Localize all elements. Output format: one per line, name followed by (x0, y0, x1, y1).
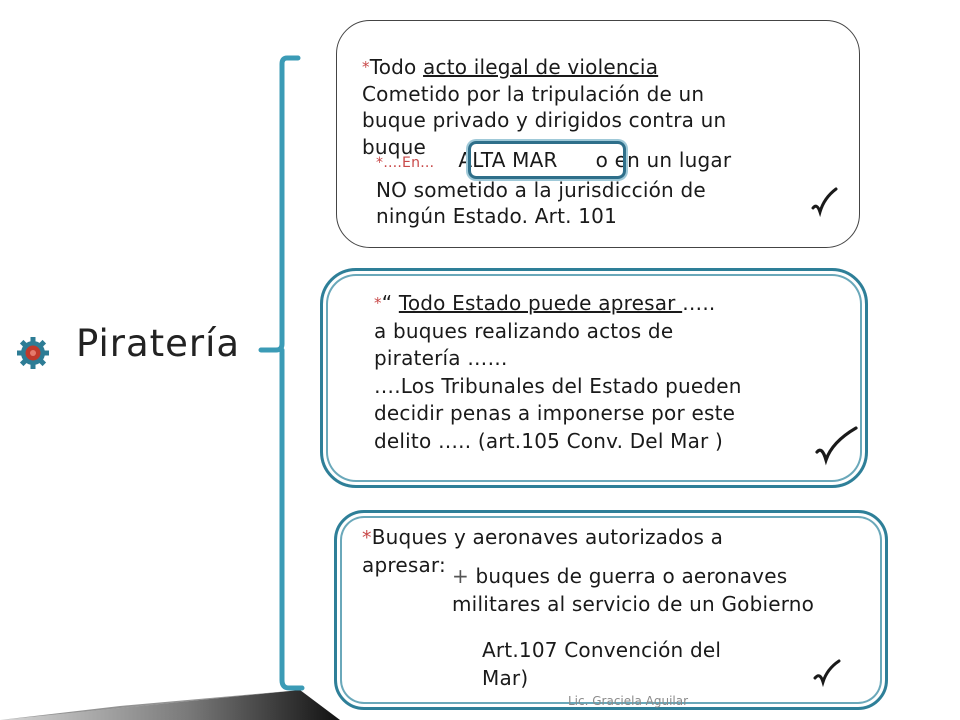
gear-bullet-icon (16, 336, 50, 370)
authorized-item: + buques de guerra o aeronaves militares al servicio de un Gobierno (452, 564, 815, 616)
asterisk: * (362, 58, 370, 76)
authorized-text: *Buques y aeronaves autorizados a apresar: (362, 525, 724, 577)
definition-text: *Todo acto ilegal de violencia Cometido por la tripulación de un buque privado y dirigidos contra un buque (362, 55, 727, 159)
author-footer: Lic. Graciela Aguilar (568, 694, 689, 708)
location-text: *….En… ALTA MAR o en un lugar NO sometido a la jurisdicción de ningún Estado. Art. 101 (376, 148, 732, 228)
alta-mar-highlight (468, 141, 626, 179)
checkmark-icon (810, 186, 838, 218)
bracket (258, 50, 308, 695)
checkmark-icon (812, 424, 860, 466)
apprehension-text: *“ Todo Estado puede apresar ….. a buques realizando actos de piratería …… ….Los Tribunales del Estado pueden decidir penas a imponerse por este delito ….. (art.105 Conv. Del Mar ) (374, 291, 742, 453)
slide-title: Piratería (76, 322, 241, 365)
checkmark-icon (812, 658, 842, 688)
article-reference: Art.107 Convención del Mar) (482, 638, 722, 690)
